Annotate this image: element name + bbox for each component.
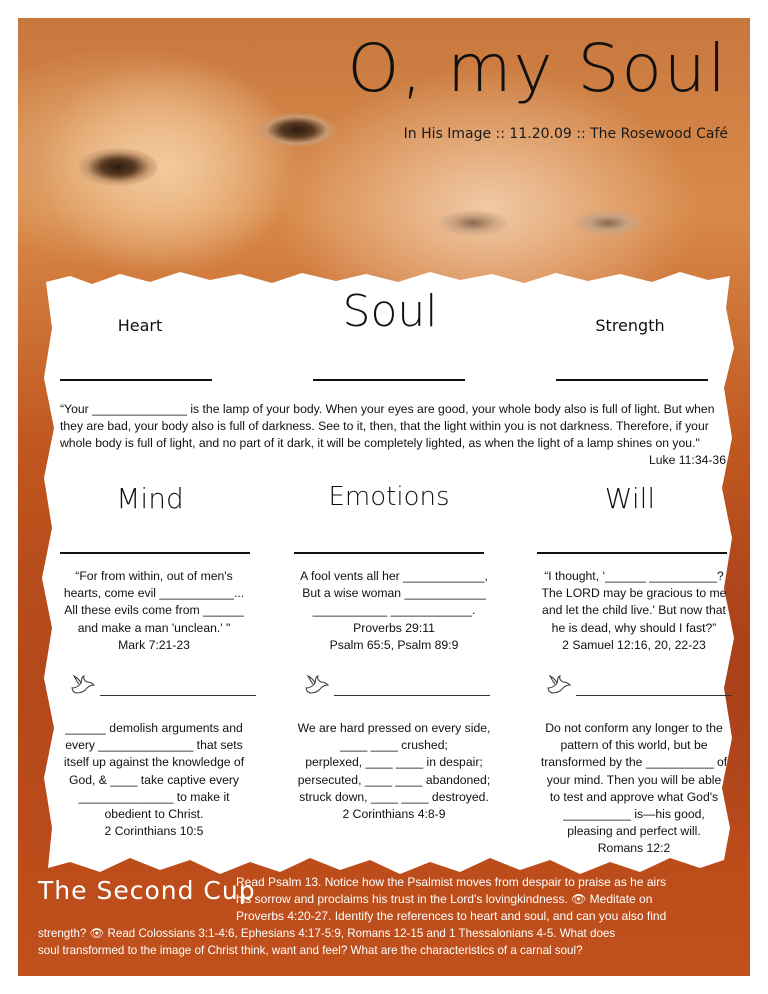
will-scripture-1	[534, 568, 734, 654]
text-line: But a wise woman ____________	[302, 586, 486, 601]
emotions-dove-line	[334, 695, 490, 696]
emotions-scripture-2	[294, 720, 494, 823]
face-illustration	[38, 58, 298, 278]
faded-right-eye-image	[573, 210, 643, 236]
will-heading: Will	[604, 482, 656, 515]
left-eye-image	[78, 148, 158, 186]
text-line: ______________ to make it	[78, 789, 230, 804]
text-line: __________ is—his good,	[563, 807, 705, 822]
mind-dove-line	[100, 695, 256, 696]
text-line: A fool vents all her ____________,	[300, 569, 488, 583]
luke-quote	[60, 401, 732, 469]
text-line: itself up against the knowledge of	[63, 755, 245, 770]
text-line: obedient to Christ.	[104, 807, 204, 822]
text-line: ______ demolish arguments and	[65, 721, 243, 735]
soul-answer-line	[313, 379, 465, 381]
will-answer-line	[537, 552, 727, 554]
text-line: your mind. Then you will be able	[546, 772, 722, 787]
text-line: and make a man 'unclean.' "	[77, 620, 231, 635]
text-line: 2 Corinthians 4:8-9	[342, 807, 446, 822]
page-title: O, my Soul	[347, 30, 728, 107]
emotions-heading: Emotions	[328, 482, 450, 512]
text-line: Proverbs 29:11	[353, 620, 435, 635]
text-line: Psalm 65:5, Psalm 89:9	[329, 637, 459, 652]
text-line: pleasing and perfect will.	[567, 824, 701, 839]
text-line: Romans 12:2	[597, 841, 671, 856]
text-line: and let the child live.' But now that	[542, 603, 726, 618]
page-subtitle: In His Image :: 11.20.09 :: The Rosewood Café	[403, 126, 728, 142]
text-line: he is dead, why should I fast?”	[551, 620, 717, 635]
faded-left-eye-image	[438, 210, 508, 236]
soul-heading: Soul	[342, 286, 438, 337]
text-line: his sorrow and proclaims his trust in the Lord's lovingkindness. 👁 Meditate on	[236, 892, 653, 907]
heart-answer-line	[60, 379, 212, 381]
text-line: 2 Samuel 12:16, 20, 22-23	[562, 637, 706, 652]
mind-scripture-2	[54, 720, 254, 840]
quote-line: they are bad, your body also is full of darkness. See to it, then, that the light within you is not darkness. Therefore, if your	[60, 419, 709, 433]
page-background	[18, 18, 750, 976]
heart-heading: Heart	[117, 316, 163, 335]
second-cup-text-full	[38, 925, 732, 959]
strength-answer-line	[556, 379, 708, 381]
second-cup-text-right	[236, 874, 732, 926]
right-eye-image	[258, 113, 336, 147]
second-cup-title: The Second Cup	[38, 876, 256, 905]
text-line: persecuted, ____ ____ abandoned;	[297, 772, 491, 787]
quote-reference: Luke 11:34-36	[648, 453, 726, 467]
emotions-answer-line	[294, 552, 484, 554]
text-line: ___________ ____________.	[312, 603, 476, 618]
strength-heading: Strength	[595, 316, 665, 335]
torn-paper-panel	[40, 268, 736, 878]
dove-icon	[546, 674, 572, 698]
text-line: We are hard pressed on every side,	[297, 721, 491, 735]
text-line: to test and approve what God's	[549, 789, 719, 804]
text-line: Read Psalm 13. Notice how the Psalmist moves from despair to praise as he airs	[236, 875, 667, 889]
text-line: Do not conform any longer to the	[545, 721, 723, 735]
dove-icon	[304, 674, 330, 698]
text-line: Mark 7:21-23	[118, 637, 190, 652]
text-line: “For from within, out of men's	[75, 569, 233, 583]
text-line: All these evils come from ______	[64, 603, 244, 618]
dove-icon	[70, 674, 96, 698]
text-line: pattern of this world, but be	[560, 738, 708, 753]
mind-answer-line	[60, 552, 250, 554]
text-line: hearts, come evil ___________...	[63, 586, 245, 601]
text-line: soul transformed to the image of Christ think, want and feel? What are the characteristics of a carnal soul?	[38, 944, 583, 958]
text-line: God, & ____ take captive every	[68, 772, 240, 787]
will-scripture-2	[534, 720, 734, 858]
emotions-scripture-1	[294, 568, 494, 654]
text-line: perplexed, ____ ____ in despair;	[305, 755, 483, 770]
mind-scripture-1	[54, 568, 254, 654]
text-line: strength? 👁 Read Colossians 3:1-4:6, Ephesians 4:17-5:9, Romans 12-15 and 1 Thessalonians 4-5. What does	[38, 927, 616, 940]
will-dove-line	[576, 695, 732, 696]
mind-heading: Mind	[116, 482, 184, 515]
text-line: transformed by the __________ of	[540, 755, 728, 770]
quote-line: whole body is full of light, and no part of it dark, it will be completely lighted, as when the light of a lamp shines on you."	[60, 436, 700, 450]
text-line: Proverbs 4:20-27. Identify the references to heart and soul, and can you also find	[236, 909, 667, 924]
text-line: The LORD may be gracious to me	[541, 586, 727, 601]
text-line: 2 Corinthians 10:5	[104, 824, 204, 839]
text-line: every ______________ that sets	[65, 738, 243, 753]
text-line: struck down, ____ ____ destroyed.	[299, 789, 489, 804]
text-line: ____ ____ crushed;	[340, 738, 448, 753]
quote-line: “Your ______________ is the lamp of your body. When your eyes are good, your whole body also is full of light. But when	[60, 402, 715, 416]
text-line: “I thought, ‘______ __________?	[544, 569, 724, 583]
